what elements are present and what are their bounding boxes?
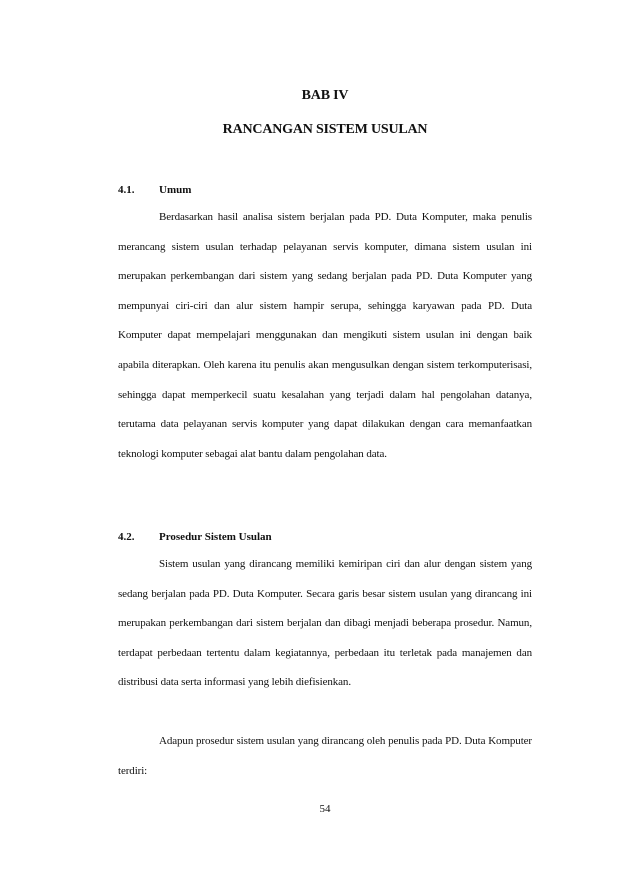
body-paragraph: Sistem usulan yang dirancang memiliki kemiripan ciri dan alur dengan sistem yang sedang berjalan pada PD. Duta Komputer. Secara garis besar sistem usulan yang dirancang ini merupakan perkembangan dari sistem berjalan dan dibagi menjadi beberapa prosedur. Namun, terdapat perbedaan tertentu dalam kegiatannya, perbedaan itu terletak pada manajemen dan distribusi data serta informasi yang lebih diefisienkan.: [118, 558, 532, 689]
section-title: Umum: [159, 184, 192, 196]
body-paragraph: Berdasarkan hasil analisa sistem berjalan pada PD. Duta Komputer, maka penulis merancang sistem usulan terhadap pelayanan servis komputer, dimana sistem usulan ini merupakan perkembangan dari sistem yang sedang berjalan pada PD. Duta Komputer yang mempunyai ciri-ciri dan alur sistem hampir serupa, sehingga karyawan pada PD. Duta Komputer dapat mempelajari menggunakan dan mengikuti sistem usulan ini dengan baik apabila diterapkan. Oleh karena itu penulis akan mengusulkan dengan sistem terkomputerisasi, sehingga dapat memperkecil suatu kesalahan yang terjadi dalam hal pengolahan datanya, terutama data pelayanan servis komputer yang dapat dilakukan dengan cara memanfaatkan teknologi komputer sebagai alat bantu dalam pengolahan data.: [118, 211, 532, 460]
section-number: 4.2.: [118, 531, 135, 543]
chapter-number: BAB IV: [301, 88, 349, 103]
page-number: 54: [319, 803, 331, 815]
section-heading-umum: [118, 184, 532, 196]
section-heading-prosedur: [118, 531, 532, 543]
chapter-title: RANCANGAN SISTEM USULAN: [222, 122, 428, 137]
body-paragraph: Adapun prosedur sistem usulan yang dirancang oleh penulis pada PD. Duta Komputer terdiri:: [118, 735, 532, 777]
section-number: 4.1.: [118, 184, 135, 196]
section-title: Prosedur Sistem Usulan: [159, 531, 272, 543]
